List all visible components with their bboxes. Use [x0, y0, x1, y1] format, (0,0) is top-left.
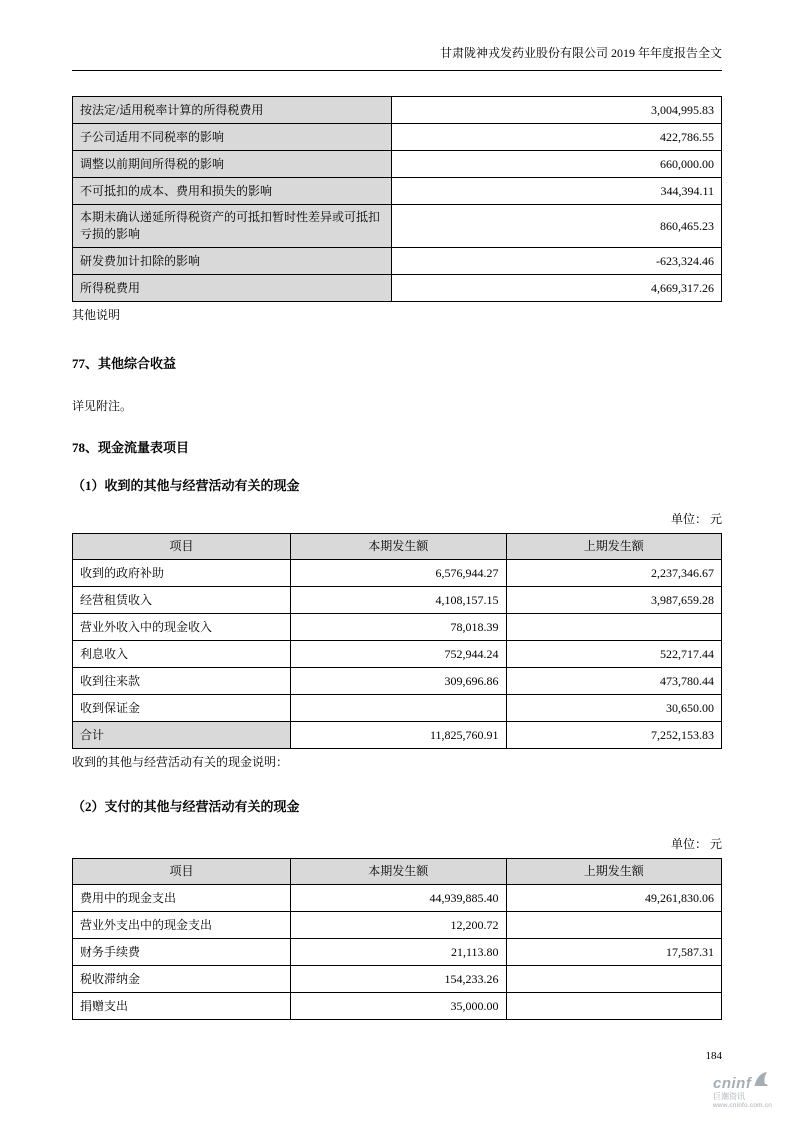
table-row — [73, 275, 722, 302]
table-row — [73, 97, 722, 124]
row-value-cell: 78,018.39 — [291, 614, 506, 641]
row-value-cell — [506, 614, 721, 641]
header-cell-current-period: 本期发生额 — [291, 534, 506, 560]
table-header-row — [73, 534, 722, 560]
row-label-cell: 经营租赁收入 — [73, 587, 291, 614]
row-value-cell — [506, 966, 721, 993]
cash-paid-table — [72, 858, 722, 1020]
table-row — [73, 614, 722, 641]
row-label-cell: 本期未确认递延所得税资产的可抵扣暂时性差异或可抵扣亏损的影响 — [73, 205, 392, 248]
section-77-heading: 77、其他综合收益 — [72, 356, 177, 371]
row-value-cell — [506, 912, 721, 939]
page-number: 184 — [705, 1050, 722, 1062]
row-label-cell: 利息收入 — [73, 641, 291, 668]
header-cell-prior-period: 上期发生额 — [506, 859, 721, 885]
row-value-cell: 860,465.23 — [392, 205, 722, 248]
row-value-cell: 6,576,944.27 — [291, 560, 506, 587]
row-value-cell: 522,717.44 — [506, 641, 721, 668]
row-label-cell: 合计 — [73, 722, 291, 749]
cash-received-table — [72, 533, 722, 749]
table-row — [73, 587, 722, 614]
row-value-cell: 17,587.31 — [506, 939, 721, 966]
row-value-cell — [291, 695, 506, 722]
header-cell-item: 项目 — [73, 859, 291, 885]
row-value-cell: 12,200.72 — [291, 912, 506, 939]
cash-received-note: 收到的其他与经营活动有关的现金说明： — [72, 755, 289, 769]
row-label-cell: 营业外支出中的现金支出 — [73, 912, 291, 939]
table-row — [73, 205, 722, 248]
row-value-cell: 7,252,153.83 — [506, 722, 721, 749]
header-cell-current-period: 本期发生额 — [291, 859, 506, 885]
row-label-cell: 收到保证金 — [73, 695, 291, 722]
unit-label-2: 单位： 元 — [670, 837, 722, 851]
table-row — [73, 178, 722, 205]
header-cell-prior-period: 上期发生额 — [506, 534, 721, 560]
table-row — [73, 912, 722, 939]
table-row — [73, 695, 722, 722]
row-value-cell: 422,786.55 — [392, 124, 722, 151]
cninfo-sub-text: 巨潮资讯 — [713, 1092, 745, 1102]
row-value-cell: 4,108,157.15 — [291, 587, 506, 614]
row-value-cell: 3,004,995.83 — [392, 97, 722, 124]
row-value-cell: 4,669,317.26 — [392, 275, 722, 302]
row-value-cell: 11,825,760.91 — [291, 722, 506, 749]
row-value-cell: -623,324.46 — [392, 248, 722, 275]
row-value-cell: 30,650.00 — [506, 695, 721, 722]
row-value-cell: 44,939,885.40 — [291, 885, 506, 912]
cninfo-brand-text: cninf — [713, 1074, 752, 1092]
table-row — [73, 248, 722, 275]
row-label-cell: 调整以前期间所得税的影响 — [73, 151, 392, 178]
cninfo-url-text: www.cninfo.com.cn — [713, 1101, 773, 1109]
table-row — [73, 124, 722, 151]
section-77-body: 详见附注。 — [72, 399, 133, 413]
row-label-cell: 营业外收入中的现金收入 — [73, 614, 291, 641]
row-label-cell: 费用中的现金支出 — [73, 885, 291, 912]
header-cell-item: 项目 — [73, 534, 291, 560]
row-label-cell: 子公司适用不同税率的影响 — [73, 124, 392, 151]
table-row — [73, 966, 722, 993]
table-header-row — [73, 859, 722, 885]
row-value-cell: 35,000.00 — [291, 993, 506, 1020]
row-value-cell: 660,000.00 — [392, 151, 722, 178]
row-value-cell: 3,987,659.28 — [506, 587, 721, 614]
row-label-cell: 税收滞纳金 — [73, 966, 291, 993]
row-label-cell: 财务手续费 — [73, 939, 291, 966]
row-value-cell: 473,780.44 — [506, 668, 721, 695]
row-label-cell: 不可抵扣的成本、费用和损失的影响 — [73, 178, 392, 205]
row-value-cell: 344,394.11 — [392, 178, 722, 205]
row-label-cell: 研发费加计扣除的影响 — [73, 248, 392, 275]
row-value-cell: 154,233.26 — [291, 966, 506, 993]
income-tax-reconciliation-table — [72, 96, 722, 302]
subsection-1-heading: （1）收到的其他与经营活动有关的现金 — [72, 478, 300, 493]
row-value-cell: 2,237,346.67 — [506, 560, 721, 587]
table-row — [73, 885, 722, 912]
row-value-cell: 752,944.24 — [291, 641, 506, 668]
row-label-cell: 所得税费用 — [73, 275, 392, 302]
sail-icon — [753, 1071, 769, 1092]
table-row — [73, 722, 722, 749]
subsection-2-heading: （2）支付的其他与经营活动有关的现金 — [72, 799, 300, 814]
row-label-cell: 按法定/适用税率计算的所得税费用 — [73, 97, 392, 124]
section-78-heading: 78、现金流量表项目 — [72, 440, 190, 455]
cninfo-logo — [713, 1071, 779, 1109]
row-label-cell: 捐赠支出 — [73, 993, 291, 1020]
row-value-cell: 309,696.86 — [291, 668, 506, 695]
unit-label: 单位： 元 — [670, 512, 722, 526]
row-value-cell: 21,113.80 — [291, 939, 506, 966]
row-label-cell: 收到的政府补助 — [73, 560, 291, 587]
row-value-cell — [506, 993, 721, 1020]
table-row — [73, 993, 722, 1020]
table-row — [73, 668, 722, 695]
table-row — [73, 939, 722, 966]
row-value-cell: 49,261,830.06 — [506, 885, 721, 912]
table-row — [73, 641, 722, 668]
doc-header-title: 甘肃陇神戎发药业股份有限公司 2019 年年度报告全文 — [72, 46, 722, 71]
table-row — [73, 151, 722, 178]
tax-other-note: 其他说明 — [72, 308, 121, 322]
table-row — [73, 560, 722, 587]
row-label-cell: 收到往来款 — [73, 668, 291, 695]
